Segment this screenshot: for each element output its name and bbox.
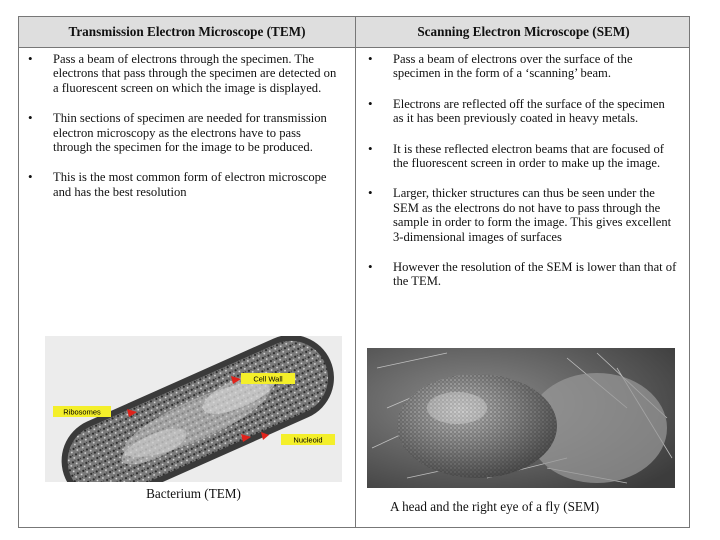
header-tem: Transmission Electron Microscope (TEM) — [68, 24, 306, 39]
sem-points — [358, 52, 678, 305]
tem-bacterium-image — [45, 336, 342, 482]
sem-point: • It is these reflected electron beams that are focused of the fluorescent screen in order to make up the image. — [358, 142, 678, 171]
tem-points — [18, 52, 338, 215]
label-cell-wall: Cell Wall — [253, 374, 283, 384]
sem-point: • Larger, thicker structures can thus be seen under the SEM as the electrons do not have to pass through the sample in order to form the image. This gives excellent 3-dimensional images of surfaces — [358, 186, 678, 244]
tem-point: • This is the most common form of electron microscope and has the best resolution — [18, 170, 338, 199]
sem-point: • Pass a beam of electrons over the surface of the specimen in the form of a ‘scanning’ beam. — [358, 52, 678, 81]
header-sem: Scanning Electron Microscope (SEM) — [417, 24, 630, 39]
sem-point: • However the resolution of the SEM is lower than that of the TEM. — [358, 260, 678, 289]
sem-caption: A head and the right eye of a fly (SEM) — [390, 499, 600, 514]
sem-fly-image — [367, 348, 675, 488]
tem-caption: Bacterium (TEM) — [146, 486, 241, 501]
table-header — [19, 17, 689, 48]
label-ribosomes: Ribosomes — [63, 407, 101, 417]
label-nucleoid: Nucleoid — [293, 435, 323, 445]
sem-point: • Electrons are reflected off the surface of the specimen as it has been previously coated in heavy metals. — [358, 97, 678, 126]
tem-point: • Thin sections of specimen are needed for transmission electron microscopy as the electrons have to pass through the specimen for the image to be produced. — [18, 111, 338, 154]
tem-point: • Pass a beam of electrons through the specimen. The electrons that pass through the specimen are detected on a fluorescent screen on which the image is displayed. — [18, 52, 338, 95]
column-divider — [355, 17, 356, 527]
